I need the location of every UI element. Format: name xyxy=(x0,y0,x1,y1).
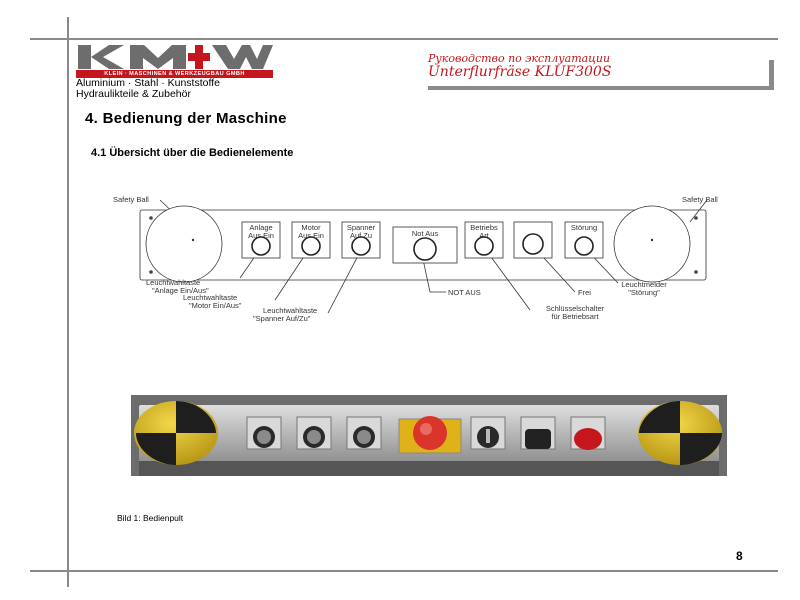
callout-schluessel: Schlüsselschalter für Betriebsart xyxy=(545,304,605,321)
safety-ball-left-outline xyxy=(146,206,222,282)
callout-anlage: Leuchtwahltaste "Anlage Ein/Aus" xyxy=(146,278,209,295)
control-panel-photo xyxy=(131,395,727,476)
manual-title-model: Unterflurfräse KLUF300S xyxy=(428,64,612,80)
panel-screw xyxy=(694,270,698,274)
panel-screw xyxy=(149,270,153,274)
logo-parts-line: Hydraulikteile & Zubehör xyxy=(76,88,191,100)
stoerung-label: Störung xyxy=(570,223,598,232)
callout-spanner: Leuchtwahltaste "Spanner Auf/Zu" xyxy=(253,306,318,323)
anlage-button-label: Anlage Aus Ein xyxy=(248,223,274,240)
motor-button-label: Motor Aus Ein xyxy=(298,223,324,240)
page-number: 8 xyxy=(736,549,743,563)
not-aus-label: Not Aus xyxy=(411,229,439,238)
section-heading: 4. Bedienung der Maschine xyxy=(85,110,287,127)
safety-ball-right-label: Safety Ball xyxy=(682,195,718,204)
betrieb-switch-label: Betriebs Art xyxy=(470,223,498,240)
photo-safety-ball-right xyxy=(638,401,722,465)
photo-safety-ball-left xyxy=(134,401,218,465)
section-subheading: 4.1 Übersicht über die Bedienelemente xyxy=(91,147,294,159)
manual-title-russian: Руководство по эксплуатации xyxy=(428,52,611,65)
panel-screw xyxy=(149,216,153,220)
spanner-button-label: Spanner Auf Zu xyxy=(346,223,376,240)
panel-screw xyxy=(694,216,698,220)
callout-motor: Leuchtwahltaste "Motor Ein/Aus" xyxy=(183,293,242,310)
callout-leuchtmelder: Leuchtmelder "Störung" xyxy=(621,280,667,297)
callout-not-aus: NOT AUS xyxy=(448,288,481,297)
logo-tagline: KLEIN · MASCHINEN & WERKZEUGBAU GMBH xyxy=(76,70,273,78)
safety-ball-right-outline xyxy=(614,206,690,282)
figure-caption: Bild 1: Bedienpult xyxy=(117,513,184,523)
callout-frei: Frei xyxy=(578,288,591,297)
logo-materials-line: Aluminium · Stahl · Kunststoffe xyxy=(76,77,220,89)
safety-ball-left-label: Safety Ball xyxy=(113,195,149,204)
